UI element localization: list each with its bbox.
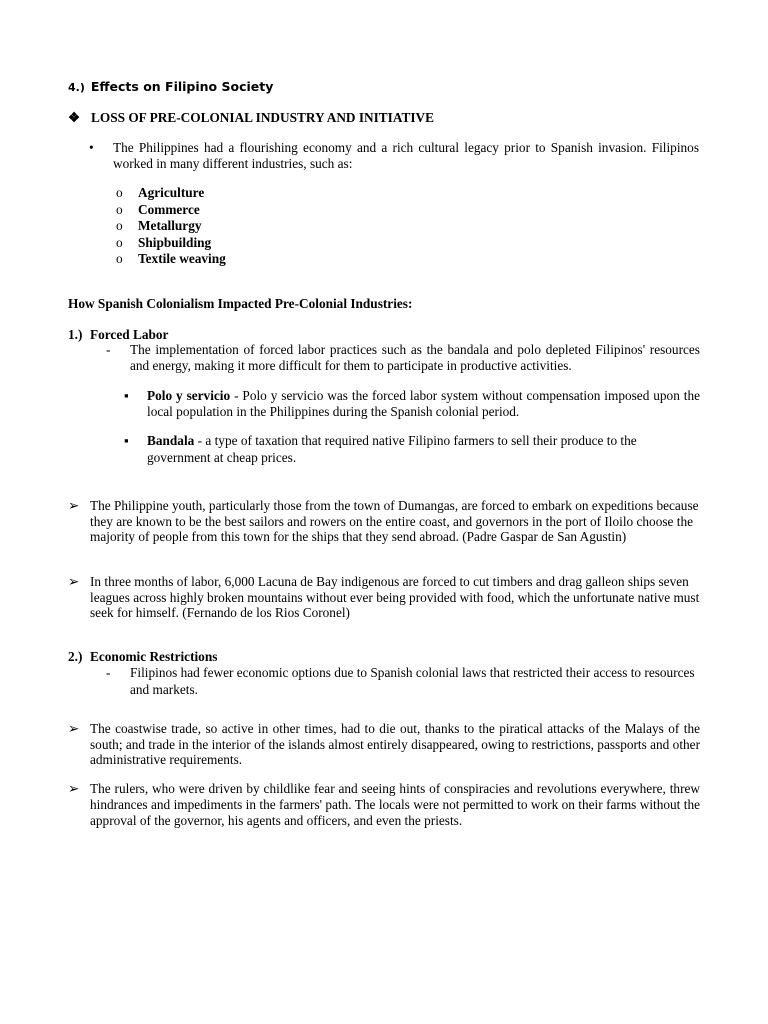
polo-term: Polo y servicio [147,388,231,403]
heading-loss [68,110,434,126]
bandala-separator: - [194,433,206,448]
section-number: 4.) [68,81,85,94]
intro-paragraph: The Philippines had a flourishing economy and a rich cultural legacy prior to Spanish invasion. Filipinos worked in many different industries, such as: [113,140,699,171]
forced-labor-desc: The implementation of forced labor practices such as the bandala and polo depleted Filipinos' resources and energy, making it more difficult for them to participate in productive activities. [130,342,700,373]
bandala-text: a type of taxation that required native Filipino farmers to sell their produce to the government at cheap prices. [147,433,637,465]
industry-label: Agriculture [138,185,205,200]
section-heading [68,79,273,96]
quote-lacuna: In three months of labor, 6,000 Lacuna de Bay indigenous are forced to cut timbers and drag galleon ships seven leagues across highly broken mountains without ever being provided with food, which the unfortunate native must seek for himself. (Fernando de los Rios Coronel) [90,574,700,620]
quote-coastwise: The coastwise trade, so active in other times, had to die out, thanks to the piratical attacks of the Malays of the south; and trade in the interior of the islands almost entirely disappeared, owing to restrictions, passports and other administrative requirements. [90,721,700,767]
list-item [116,185,226,201]
heading-loss-text: LOSS OF PRE-COLONIAL INDUSTRY AND INITIATIVE [91,110,434,125]
diamond-bullet-icon: ❖ [68,110,80,125]
quote-rulers: The rulers, who were driven by childlike fear and seeing hints of conspiracies and revolutions everywhere, threw hindrances and impediments in the farmers' path. The locals were not permitted to work on their farms without the approval of the governor, his agents and officers, and even the priests. [90,781,700,828]
arrow-bullet-icon: ➢ [68,498,80,513]
polo-text: Polo y servicio was the forced labor system without compensation imposed upon the local population in the Philippines during the Spanish colonial period. [147,388,701,419]
economic-title: Economic Restrictions [90,649,218,664]
dash-bullet-icon: - [106,665,111,680]
industry-label: Metallurgy [138,218,202,233]
industries-list [116,185,226,267]
bullet-dot-icon: • [89,140,94,155]
forced-labor-heading [68,327,168,343]
forced-labor-title: Forced Labor [90,327,169,342]
square-bullet-icon: ▪ [124,433,129,448]
circle-bullet-icon: o [116,251,123,266]
industry-label: Shipbuilding [138,234,212,250]
forced-labor-number: 1.) [68,327,83,342]
list-item [116,202,226,218]
economic-desc: Filipinos had fewer economic options due to Spanish colonial laws that restricted their access to resources and markets. [130,665,695,697]
list-item [116,218,226,234]
bandala-term: Bandala [147,433,195,448]
impact-heading: How Spanish Colonialism Impacted Pre-Colonial Industries: [68,296,413,311]
bandala-definition [147,433,700,466]
circle-bullet-icon: o [116,201,123,217]
dash-bullet-icon: - [106,342,111,357]
industry-label: Textile weaving [138,251,226,266]
arrow-bullet-icon: ➢ [68,781,80,796]
circle-bullet-icon: o [116,185,123,200]
square-bullet-icon: ▪ [124,388,129,403]
economic-number: 2.) [68,649,83,664]
polo-definition [147,388,700,419]
section-title: Effects on Filipino Society [90,79,274,94]
circle-bullet-icon: o [116,218,123,233]
list-item [116,251,226,267]
circle-bullet-icon: o [116,234,123,250]
quote-dumangas: The Philippine youth, particularly those from the town of Dumangas, are forced to embark on expeditions because they are known to be the best sailors and rowers on the entire coast, and governors in the port of Iloilo choose the majority of people from this town for the ships that they send abroad. (Padre Gaspar de San Agustin) [90,498,699,544]
arrow-bullet-icon: ➢ [68,574,80,589]
polo-separator: - [230,388,243,403]
arrow-bullet-icon: ➢ [68,721,80,736]
industry-label: Commerce [138,201,200,217]
economic-heading [68,649,217,665]
list-item [116,235,226,251]
